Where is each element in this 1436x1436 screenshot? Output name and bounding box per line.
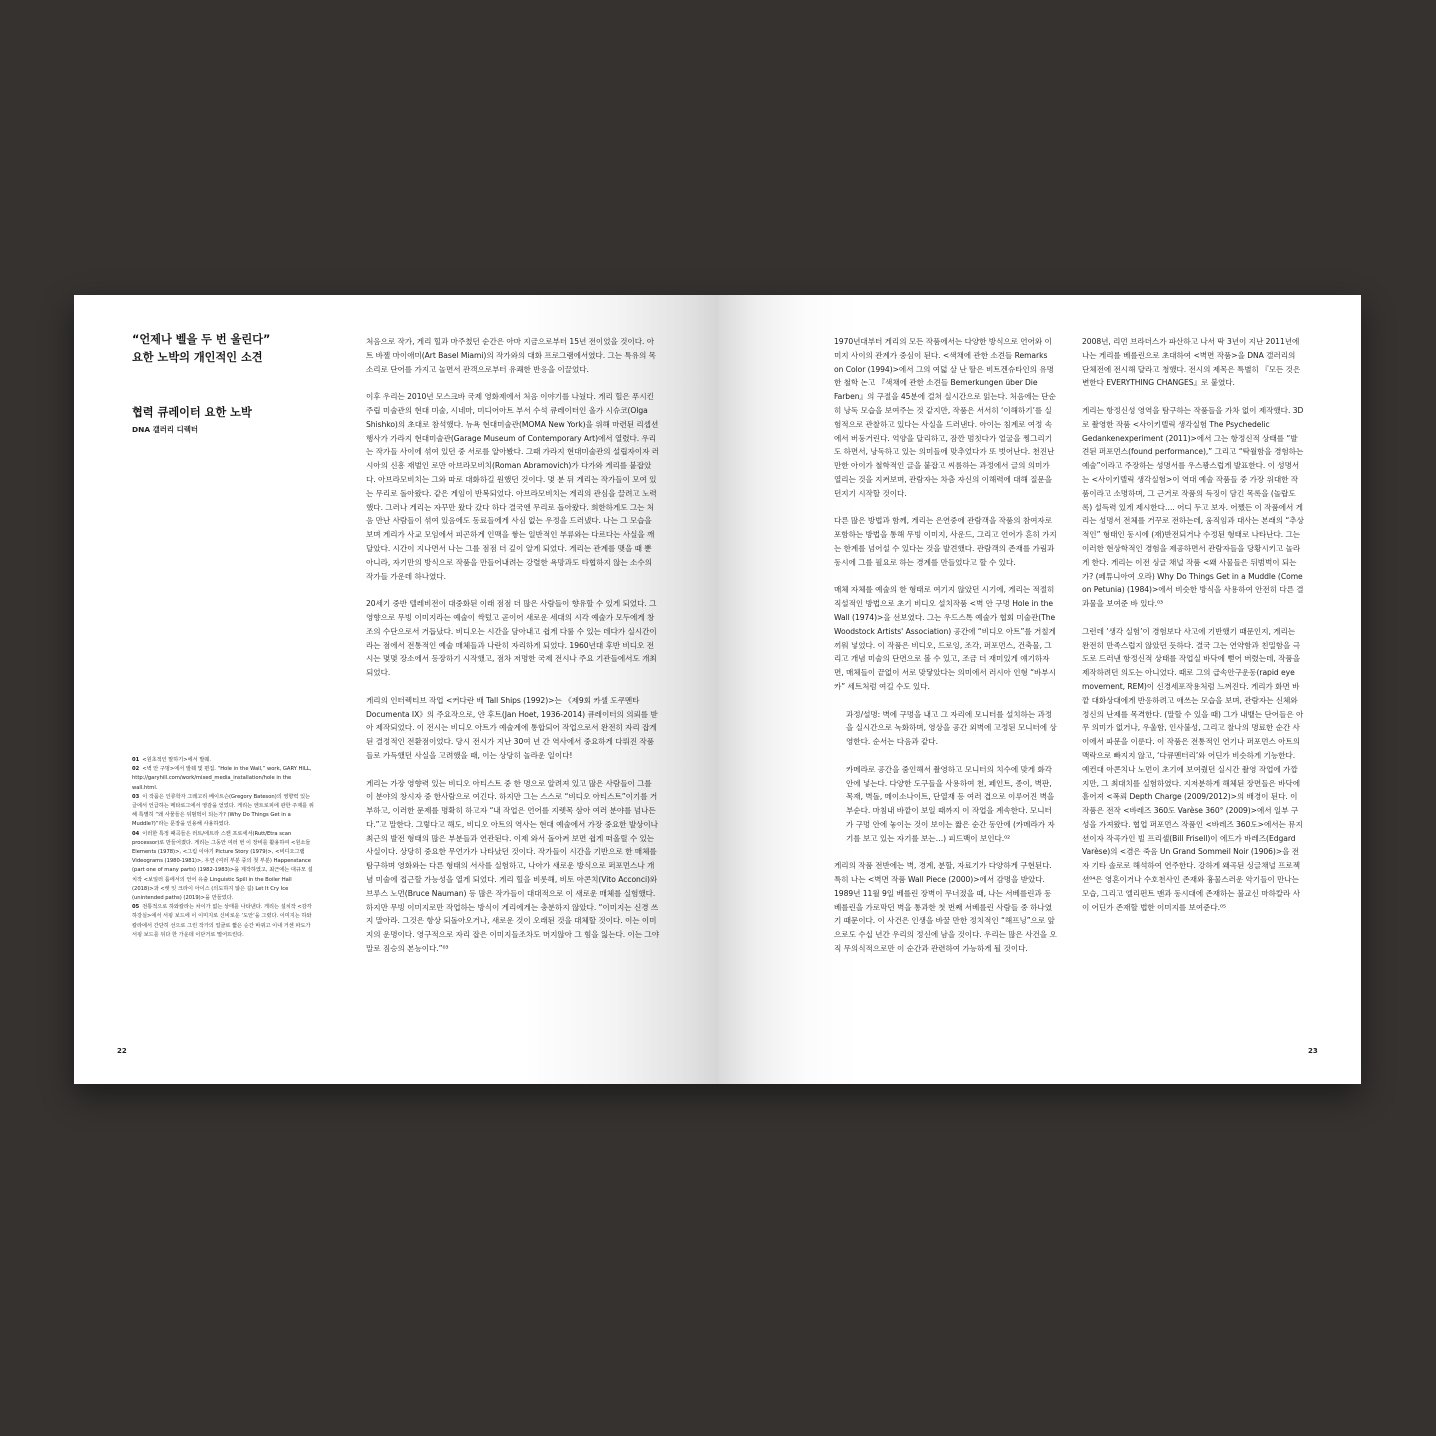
- paragraph: 이후 우리는 2010년 모스크바 국제 영화제에서 처음 이야기를 나눴다. 게리 힐은 푸시킨 주립 미술관의 현대 미술, 시네마, 미디어아트 부서 수석 큐레이터인 올가 시슈코(Olga Shishko)의 초대로 참석했다. 뉴욕 현대미술관(MOMA New York)을 위해 마련된 리셉션 행사가 가라지 현대미술관(Garage Museum of Contemporary Art)에서 열렸다. 우리는 작가들 사이에 섞여 있던 중 서로를 알아봤다. 그때 가라지 현대미술관의 설립자이자 러시아의 신흥 재벌인 로만 아브라모비치(Roman Abramovich)가 다가와 게리를 붙잡았다. 아브라모비치는 그와 따로 대화하길 원했던 것이다. 몇 분 뒤 게리는 작가들이 모여 있는 무리로 돌아왔다. 같은 게임이 반복되었다. 아브라모비치는 게리의 관심을 끌려고 노력했다. 그러나 게리는 자꾸만 왔다 갔다 하다 결국엔 무리로 돌아왔다. 희한하게도 그는 처음 만난 사람들이 섞여 있음에도 동료들에게 사심 없는 우정을 드러냈다. 나는 그 모습을 보며 게리가 사교 모임에서 피곤하게 인맥을 쌓는 일반적인 부류와는 다르다는 사실을 깨달았다. 시간이 지나면서 나는 그를 점점 더 깊이 알게 되었다. 게리는 관계를 맺을 때 뿐 아니라, 자기만의 방식으로 작품을 만들어내려는 강렬한 욕망과도 타협하지 않는 소수의 작가들 가운데 하나였다.: [366, 392, 660, 581]
- footnote: [132, 793, 314, 830]
- footnote-number: 04: [132, 830, 140, 837]
- right-page: [718, 295, 1361, 1084]
- left-body-column: [366, 335, 659, 956]
- footnote: [132, 765, 314, 793]
- title-line-1: “언제나 벨을 두 번 울린다”: [132, 333, 271, 346]
- paragraph: 1970년대부터 게리의 모든 작품에서는 다양한 방식으로 언어와 이미지 사이의 관계가 중심이 된다. <색채에 관한 소견들 Remarks on Color (1994)>에서 그의 여덟 살 난 딸은 비트겐슈타인의 유명한 철학 논고 『색채에 관한 소견들 Bemerkungen über Die Farben』의 구절을 45분에 걸쳐 실시간으로 읽는다. 처음에는 단순히 낭독 모습을 보여주는 것 같지만, 작품은 서서히 ‘이해하기’를 실험적으로 관찰하고 있다는 사실을 드러낸다. 아이는 침계로 여정 속에서 버둥거린다. 억양을 달리하고, 잠깐 멈칫다가 얼굴을 찡그리기도 하면서, 낭독하고 있는 의미들에 맞추었다가 또 벗어난다. 천진난만한 아이가 철학적인 글을 붙잡고 씨름하는 과정에서 글의 의미가 열리는 것을 지켜보며, 관람자는 차츰 자신의 이해력에 대해 질문을 던지기 시작할 것이다.: [834, 337, 1056, 498]
- paragraph: 게리는 항정신성 영역을 탐구하는 작품들을 가차 없이 제작했다. 3D로 촬영한 작품 <사이키델릭 생각실험 The Psychedelic Gedankenexperiment (2011)>에서 그는 항정신적 상태를 “발견된 퍼포먼스(found performance),” 그리고 “탁월함을 경험하는 예술”이라고 주장하는 성명서를 우스꽝스럽게 발표한다. 이 성명서는 <사이키델릭 생각실험>이 역대 예술 작품들 중 가장 위대한 작품이라고 소명하며, 그 근거로 작품의 득징이 담긴 목록을 (놀랍도록) 설득력 있게 제시한다…. 어디 두고 보자. 어쨌든 이 작품에서 게리는 성명서 전체를 거꾸로 전하는데, 움직임과 대사는 본래의 “추상적인” 형태인 동시에 (재)반전되거나 수정된 형태로 나타난다. 그는 이러한 현상학적인 경험을 제공하면서 관람자들을 당황시키고 놀라게 한다. 게리는 이전 싱글 채널 작품 <왜 사물들은 뒤범벅이 되는가? (페튜니아여 오라) Why Do Things Get in a Muddle (Come on Petunia) (1984)>에서 비슷한 방식을 사용하여 안전히 다른 결과물을 보여준 바 있다.⁰³: [1082, 405, 1304, 609]
- paragraph: 20세기 중반 텔레비전이 대중화된 이래 점점 더 많은 사람들이 향유할 수 있게 되었다. 그 영향으로 무빙 이미지라는 예술이 싹텄고 곧이어 새로운 세대의 시각 예술가 모두에게 창조의 수단으로서 거듭났다. 비디오는 시간을 담아내고 쉽게 다룰 수 있는 데다가 실시간이라는 점에서 전통적인 예술 매체들과 나란히 자리하게 되었다. 1960년대 후반 비디오 전시는 몇몇 장소에서 등장하기 시작했고, 점차 저명한 국제 전시나 주요 기관들에서도 개최되었다.: [366, 599, 657, 678]
- footnote: [132, 830, 314, 904]
- paragraph: 처음으로 작가, 게리 힐과 마주쳤던 순간은 아마 지금으로부터 15년 전이었을 것이다. 아트 바젤 마이애미(Art Basel Miami)의 작가와의 대화 프로그램에서였다. 그는 특유의 목소리로 단어를 가지고 놀면서 관객으로부터 유쾌한 반응을 이끌었다.: [366, 337, 656, 374]
- paragraph: 게리의 작품 전반에는 벽, 경계, 분할, 자료기가 다양하게 구현된다. 특히 나는 <벽면 작품 Wall Piece (2000)>에서 감명을 받았다. 1989년 11월 9일 베를린 장벽이 무너졌을 때, 나는 서베를린과 동베를린을 가로막던 벽을 통과한 첫 번째 서베를린 사람들 중 하나였기 때문이다. 이 사건은 인생을 바꿀 만한 정치적인 “해프닝”으로 앞으로도 수십 년간 우리의 정신에 남을 것이다. 우리는 많은 사건을 오직 무의식적으로만 이 순간과 관련하여 가능하게 될 것이다.: [834, 861, 1057, 954]
- footnote-text: 이 작품은 인류학자 그레고리 베이트슨(Gregory Bateson)의 영향력 있는 글에서 언급하는 메타로그에서 영감을 얻었다. 게리는 엔트로피에 관한 주제를 위해 특별히 “왜 사물들은 뒤범벅이 되는가? (Why Do Things Get in a Muddle?)”라는 문장을 인용해 사용하였다.: [132, 793, 314, 828]
- author-name: 협력 큐레이터 요한 노박: [132, 406, 252, 419]
- footnote-text: 전통적으로 하와칼라는 차이가 없는 상태를 나타낸다. 게리는 설치작 <감각 하강실>에서 서핑 보드에 이 이미지로 신비로운 ‘도안’을 그렸다. 이미지는 하와칼라에서 간단히 선으로 그린 작가의 얼굴로 짧은 순간 바뀌고 이내 거센 파도가 서핑 보드를 뒤다 한 가운데 이닫거로 떨어뜨린다.: [132, 904, 312, 938]
- paragraph: 게리의 인터렉티브 작업 <커다란 배 Tall Ships (1992)>는 《제9회 카셀 도쿠멘타 Documenta IX》의 주요작으로, 얀 후트(Jan Hoet, 1936-2014) 큐레이터의 의뢰를 받아 제작되었다. 이 전시는 비디오 아트가 예술계에 통합되어 작업으로서 완전히 자리 잡게 된 결정적인 전환점이었다. 당시 전시가 지난 30여 년 간 역사에서 중요하게 다뤄진 작품들로 가득했던 사실을 고려했을 때, 이는 상당히 놀라운 일이다!: [366, 695, 658, 760]
- footnote-number: 05: [132, 904, 140, 911]
- left-page: [74, 295, 718, 1084]
- book-spread: [74, 295, 1361, 1084]
- paragraph: 그런데 ‘생각 실험’이 경험보다 사고에 기반했기 때문인지, 게리는 완전히 만족스럽지 않았던 듯하다. 결국 그는 연약함과 친밀함을 극도로 드러낸 항정신적 상태를 작업실 바닥에 뻗어 버렸는데, 작품을 제작하려던 의도는 아니었다. 때로 그의 급속안구운동(rapid eye movement, REM)이 신경세포작용처럼 느껴진다. 게리가 화면 바깥 대화상대에게 반응하려고 애쓰는 모습을 보며, 관람자는 신체와 정신의 난제를 목격한다. (말할 수 있을 때) 그가 내뱉는 단어들은 아무 의미가 없거나, 우울함, 인사불성, 그리고 찰나의 명료한 순간 사이에서 파문을 이룬다. 이 작품은 전통적인 연기나 퍼포먼스 아트의 맥락으로 빠지지 않고, ‘다큐멘터리’와 어딘가 비슷하게 기능한다. 예컨대 아콘치나 노먼이 초기에 보여줬던 실시간 촬영 작업에 가깝지만, 그 최대치를 실험하였다. 지저분하게 해체된 장면들은 바닥에 흩어져 <폭뢰 Depth Charge (2009/2012)>의 배경이 된다. 이 작품은 전작 <바레즈 360도 Varèse 360° (2009)>에서 일부 구성을 가져왔다. 협업 퍼포먼스 작품인 <바레즈 360도>에서는 뮤지션이자 작곡가인 빌 프리셀(Bill Frisell)이 에드가 바레즈(Edgard Varèse)의 <겸은 죽음 Un Grand Sommeil Noir (1906)>을 전자 기타 솔로로 해석하여 연주한다. 강하게 왜곡된 싱글채널 프로젝션⁰⁴은 영혼이거나 수호천사인 존재와 흉물스러운 악기들이 만나는 모습, 그리고 엘리펀트 맨과 동시대에 존재하는 불교신 마하칼라 사이 어딘가 존재할 법한 이미지를 보여준다.⁰⁵: [1082, 626, 1304, 912]
- page-number-right: 23: [1308, 1047, 1318, 1055]
- article-title: [132, 331, 352, 367]
- footnote: [132, 903, 314, 940]
- author-block: [132, 404, 352, 437]
- paragraph: 2008년, 리먼 브라더스가 파산하고 나서 딱 3년이 지난 2011년에 나는 게리를 베를린으로 초대하여 <벽면 작품>을 DNA 갤러리의 단체전에 전시해 달라고 청했다. 전시의 제목은 특별히 『모든 것은 변한다 EVERYTHING CHANGES』로 붙였다.: [1082, 337, 1301, 388]
- footnote-number: 03: [132, 793, 140, 800]
- footnote: [132, 756, 314, 765]
- paragraph: 매체 자체를 예술의 한 형태로 여기지 않았던 시기에, 게리는 적절히 직설적인 방법으로 초기 비디오 설치작품 <벽 안 구멍 Hole in the Wall (1974)>을 선보였다. 그는 우드스톡 예술가 협회 미술관(The Woodstock Artists' Association) 공간에 “비디오 아트”를 거칠게 끼워 넣었다. 이 작품은 비디오, 드로잉, 조각, 퍼포먼스, 건축물, 그리고 개념 미술의 단면으로 볼 수 있고, 조금 더 재미있게 얘기하자면, 매체들이 끝없이 서로 맞닿았다는 의미에서 러시아 인형 “바부시카” 세트처럼 여길 수도 있다.: [834, 585, 1056, 691]
- footnote-number: 01: [132, 757, 140, 763]
- author-role: DNA 갤러리 디렉터: [132, 425, 199, 434]
- right-body-column-1: [834, 335, 1057, 956]
- right-body-column-2: [1082, 335, 1304, 914]
- footnote-text: <원초적인 말하기>에서 발췌.: [142, 757, 211, 763]
- quote-paragraph: 카메라로 공간을 줌인해서 촬영하고 모니터의 치수에 맞게 화각 안에 넣는다. 다양한 도구들을 사용하여 천, 페인트, 종이, 벽판, 목재, 벽돌, 메이소나이트, 단열재 등 여러 겹으로 이루어진 벽을 부순다. 마침내 바깥이 보일 때까지 이 작업을 계속한다. 모니터가 구멍 안에 놓이는 것이 보이는 짧은 순간 동안에 (카메라가 자기를 보고 있는 자기를 보는…) 피드백이 보인다.⁰²: [846, 764, 1055, 843]
- paragraph: 게리는 가장 영향력 있는 비디오 아티스트 중 한 명으로 알려져 있고 많은 사람들이 그를 이 분야의 창시자 중 한사람으로 여긴다. 하지만 그는 스스로 “비디오 아티스트”이기를 거부하고, 이러한 문제를 명확히 하고자 “내 작업은 언어를 지렛목 삼아 여러 분야를 넘나든다.”고 말한다. 그렇다고 해도, 비디오 아트의 역사는 현대 예술에서 가장 중요한 발상이나 최근의 발전 형태의 많은 부분들과 연관된다. 이제 와서 돌아켜 보면 쉽게 떠올릴 수 있는 사실이다. 상당히 중요한 무언가가 나타났던 것이다. 작가들이 시간을 기반으로 한 매체를 탐구하며 영화와는 다른 형태의 서사를 실험하고, 나아가 새로운 방식으로 퍼포먼스나 개념 미술에 접근할 가능성을 열게 되었다. 게리 힐을 비롯해, 비토 아콘치(Vito Acconci)와 브루스 노먼(Bruce Nauman) 등 많은 작가들이 대대적으로 이 새로운 매체를 실험했다. 하지만 무빙 이미지로만 작업하는 방식이 게리에게는 충분하지 않았다. “이미지는 신경 쓰지 말아라. 그것은 항상 되돌아오거나, 새로운 것이 오래된 것을 대체할 것이다. 이는 이미지의 운명이다. 영구적으로 자리 잡은 이미지들조차도 머지않아 그 힘을 잃는다. 이는 그야말로 짐승의 본능이다.”⁰³: [366, 778, 660, 954]
- title-line-2: 요한 노박의 개인적인 소견: [132, 351, 263, 364]
- footnote-text: 이러한 특정 패곡들은 러트/에트라 스캔 프로세서(Rutt/Etra scan processor)로 만들어졌다. 게리는 그동안 여러 번 이 장비를 활용하여 <원소들 Elements (1978)>, <그림 이야기 Picture Story (1979)>, <비디오그램 Videograms (1980-1981)>, 우연 (여러 부분 중의 첫 부분) Happenstance (part one of many parts) (1982-1983)>을 제작하였고, 최근에는 대규모 설치작 <보일러 룸에서의 언어 유출 Linguistic Spill in the Boiler Hall (2018)>과 <렛 잇 크라이 아이스 (의도하지 않은 길) Let It Cry Ice (unintended paths) (2019)>을 만들었다.: [132, 830, 313, 902]
- footnote-number: 02: [132, 766, 140, 773]
- footnote-text: <벽 안 구멍>에서 발췌 및 편집. “Hole in the Wall,” work, GARY HILL, http://garyhill.com/work/mixed_media_installation/hole in the wall.html.: [132, 766, 312, 791]
- paragraph: 다른 많은 방법과 함께, 게리는 은연중에 관람객을 작품의 참여자로 포함하는 방법을 통해 무빙 이미지, 사운드, 그리고 언어가 흔히 가지는 한계를 넘어설 수 있다는 것을 발견했다. 관람객의 존재를 가림과 동시에 그를 필요로 하는 경계를 만들었다고 할 수 있다.: [834, 516, 1057, 567]
- page-number-left: 22: [117, 1047, 127, 1055]
- quote-paragraph: 과정/설명: 벽에 구멍을 내고 그 자리에 모니터를 설치하는 과정을 실시간으로 녹화하며, 영상을 공간 외벽에 고정된 모니터에 상영한다. 순서는 다음과 같다.: [846, 709, 1057, 747]
- footnotes: [132, 756, 314, 940]
